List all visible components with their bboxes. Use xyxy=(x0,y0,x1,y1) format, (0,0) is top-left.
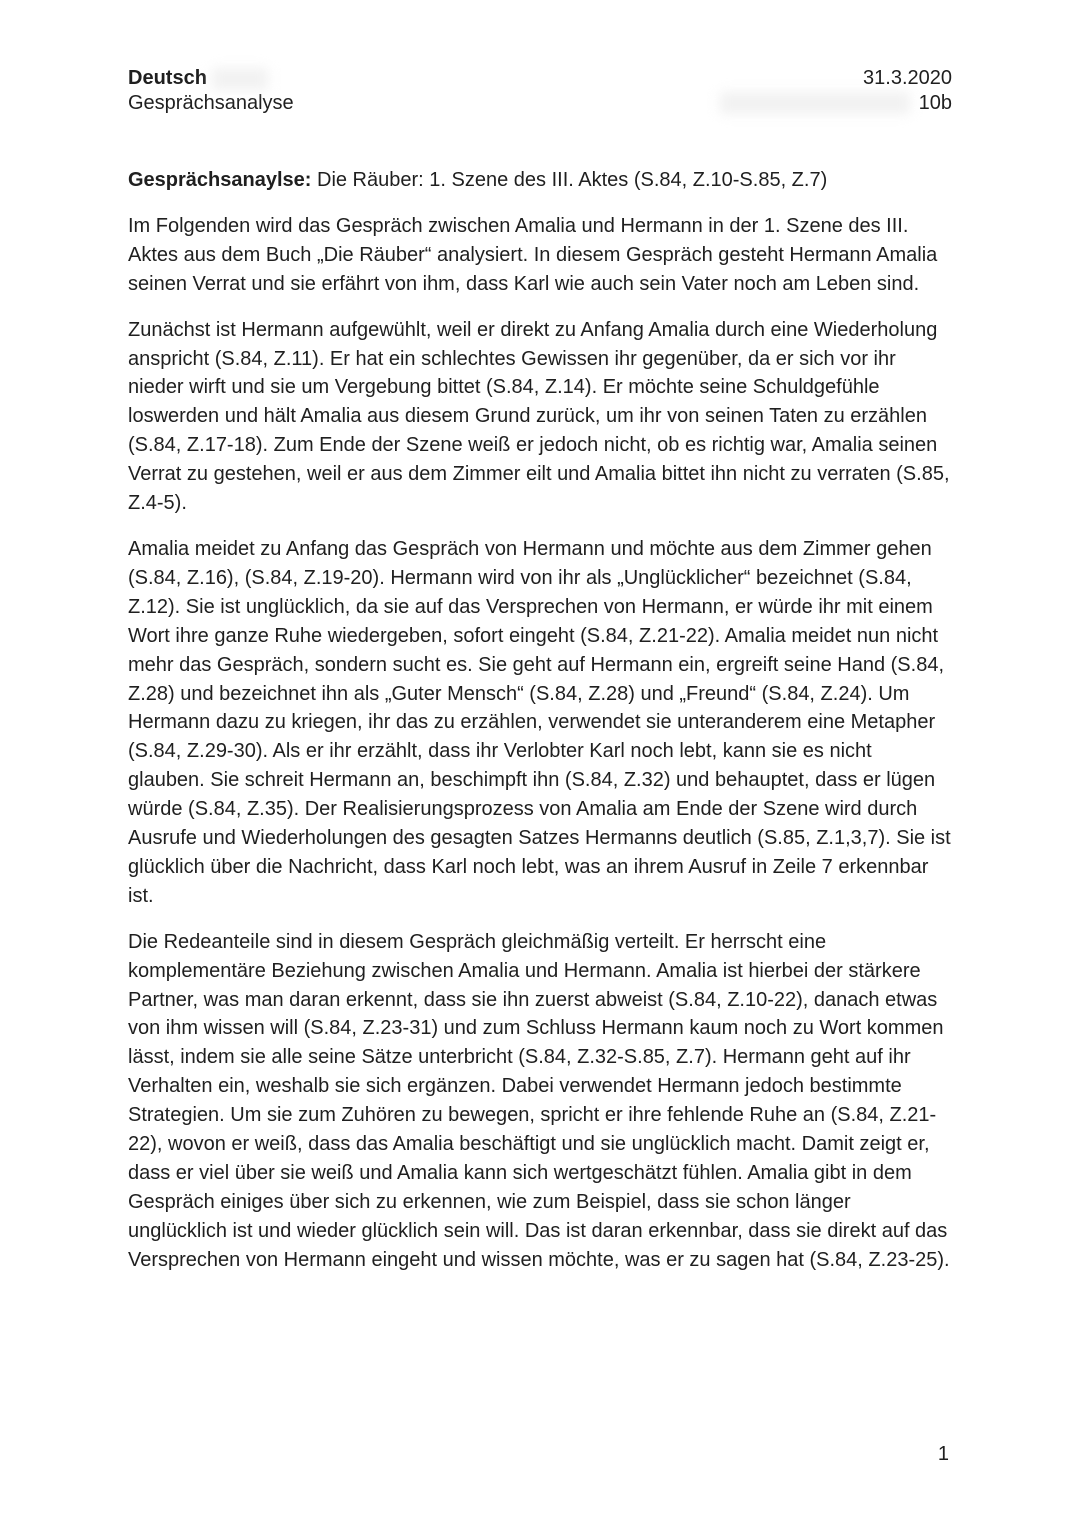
paragraph-amalia: Amalia meidet zu Anfang das Gespräch von Hermann und möchte aus dem Zimmer gehen (S.84, Z.16), (S.84, Z.19-20). Hermann wird von ihr als „Unglücklicher“ bezeichnet (S.84, Z.12). Sie ist unglücklich, da sie auf das Versprechen von Hermann, er würde ihr mit einem Wort ihre ganze Ruhe wiedergeben, sofort eingeht (S.84, Z.21-22). Amalia meidet nun nicht mehr das Gespräch, sondern sucht es. Sie geht auf Hermann ein, ergreift seine Hand (S.84, Z.28) und bezeichnet ihn als „Guter Mensch“ (S.84, Z.28) und „Freund“ (S.84, Z.24). Um Hermann dazu zu kriegen, ihr das zu erzählen, verwendet sie unteranderem eine Metapher (S.84, Z.29-30). Als er ihr erzählt, dass ihr Verlobter Karl noch lebt, kann sie es nicht glauben. Sie schreit Hermann an, beschimpft ihn (S.84, Z.32) und behauptet, dass er lügen würde (S.84, Z.35). Der Realisierungsprozess von Amalia am Ende der Szene wird durch Ausrufe und Wiederholungen des gesagten Satzes Hermanns deutlich (S.85, Z.1,3,7). Sie ist glücklich über die Nachricht, dass Karl noch lebt, was an ihrem Ausruf in Zeile 7 erkennbar ist. xyxy=(128,537,951,907)
analysis-title xyxy=(128,166,952,195)
header-left xyxy=(128,66,294,116)
document-body xyxy=(128,166,952,1292)
paragraph-hermann: Zunächst ist Hermann aufgewühlt, weil er direkt zu Anfang Amalia durch eine Wiederholung anspricht (S.84, Z.11). Er hat ein schlechtes Gewissen ihr gegenüber, da er sich vor ihr nieder wirft und sie um Vergebung bittet (S.84, Z.14). Er möchte seine Schuldgefühle loswerden und hält Amalia aus diesem Grund zurück, um ihr von seinen Taten zu erzählen (S.84, Z.17-18). Zum Ende der Szene weiß er jedoch nicht, ob es richtig war, Amalia seinen Verrat zu gestehen, weil er aus dem Zimmer eilt und Amalia bittet ihn nicht zu verraten (S.85, Z.4-5). xyxy=(128,318,950,515)
analysis-title-lead: Gesprächsanaylse: xyxy=(128,169,312,191)
topic-label: Gesprächsanalyse xyxy=(128,92,294,114)
paragraph-relationship: Die Redeanteile sind in diesem Gespräch gleichmäßig verteilt. Er herrscht eine komplementäre Beziehung zwischen Amalia und Hermann. Amalia ist hierbei der stärkere Partner, was man daran erkennt, dass sie ihn zuerst abweist (S.84, Z.10-22), danach etwas von ihm wissen will (S.84, Z.23-31) und zum Schluss Hermann kaum noch zu Wort kommen lässt, indem sie alle seine Sätze unterbricht (S.84, Z.32-S.85, Z.7). Hermann geht auf ihr Verhalten ein, weshalb sie sich ergänzen. Dabei verwendet Hermann jedoch bestimmte Strategien. Um sie zum Zuhören zu bewegen, spricht er ihre fehlende Ruhe an (S.84, Z.21-22), wovon er weiß, dass das Amalia beschäftigt und sie unglücklich macht. Damit zeigt er, dass er viel über sie weiß und Amalia kann sich wertgeschätzt fühlen. Amalia gibt in dem Gespräch einiges über sich zu erkennen, wie zum Beispiel, dass sie schon länger unglücklich ist und wieder glücklich sein will. Das ist daran erkennbar, dass sie direkt auf das Versprechen von Hermann eingeht und wissen möchte, was er zu sagen hat (S.84, Z.23-25). xyxy=(128,930,950,1271)
page-header xyxy=(128,66,952,118)
analysis-title-rest: Die Räuber: 1. Szene des III. Aktes (S.84, Z.10-S.85, Z.7) xyxy=(311,169,828,191)
paragraph-introduction: Im Folgenden wird das Gespräch zwischen Amalia und Hermann in der 1. Szene des III. Aktes aus dem Buch „Die Räuber“ analysiert. In diesem Gespräch gesteht Hermann Amalia seinen Verrat und sie erfährt von ihm, dass Karl wie auch sein Vater noch am Leben sind. xyxy=(128,214,938,295)
redacted-name-blur xyxy=(212,68,268,90)
date-label: 31.3.2020 xyxy=(863,67,952,89)
class-label: 10b xyxy=(918,92,952,114)
header-right xyxy=(863,66,952,116)
subject-label: Deutsch xyxy=(128,67,207,89)
page-number: 1 xyxy=(937,1443,949,1465)
